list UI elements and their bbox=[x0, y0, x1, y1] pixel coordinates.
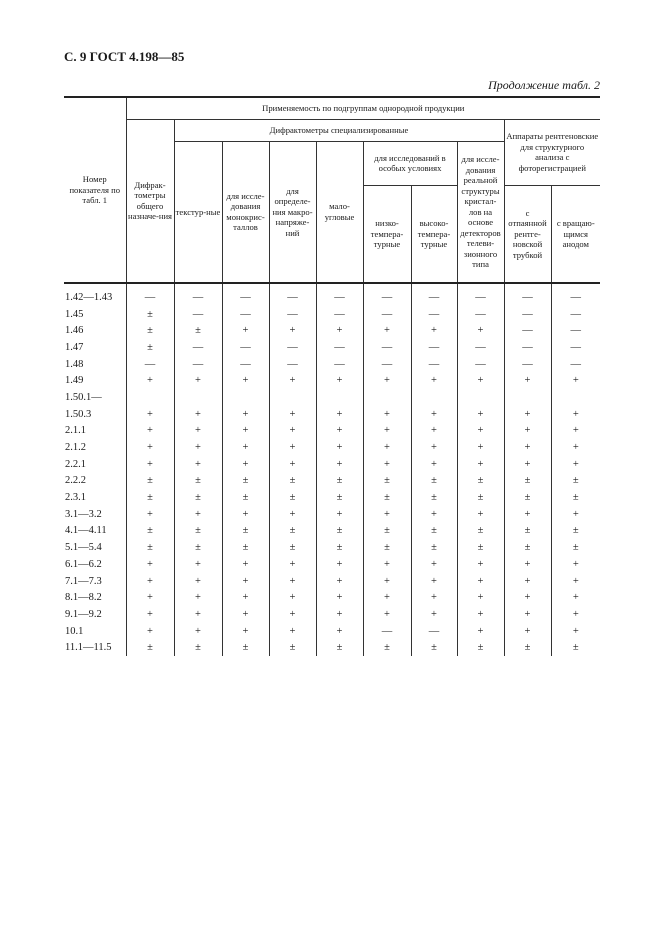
applicability-cell: + bbox=[457, 623, 504, 640]
applicability-cell: — bbox=[126, 283, 174, 306]
applicability-cell: — bbox=[411, 339, 457, 356]
applicability-cell: + bbox=[504, 439, 551, 456]
table-row bbox=[64, 406, 600, 423]
applicability-cell: + bbox=[457, 573, 504, 590]
applicability-cell: + bbox=[504, 406, 551, 423]
header-specialized: Дифрактометры специализированные bbox=[174, 119, 504, 141]
applicability-cell: — bbox=[316, 339, 363, 356]
applicability-cell: ± bbox=[126, 322, 174, 339]
applicability-cell: — bbox=[269, 356, 316, 373]
applicability-cell: — bbox=[174, 356, 222, 373]
applicability-cell bbox=[504, 389, 551, 406]
table-row bbox=[64, 339, 600, 356]
applicability-cell: — bbox=[222, 339, 269, 356]
applicability-cell: + bbox=[126, 372, 174, 389]
applicability-cell: — bbox=[316, 283, 363, 306]
indicator-number-cell: 2.1.2 bbox=[65, 442, 86, 454]
applicability-cell: — bbox=[457, 339, 504, 356]
applicability-cell: ± bbox=[551, 539, 600, 556]
applicability-cell: + bbox=[174, 589, 222, 606]
applicability-cell: + bbox=[363, 406, 411, 423]
applicability-cell bbox=[126, 389, 174, 406]
applicability-cell bbox=[363, 389, 411, 406]
applicability-cell: + bbox=[363, 322, 411, 339]
applicability-cell: ± bbox=[222, 473, 269, 490]
applicability-cell: + bbox=[504, 573, 551, 590]
indicator-number-cell: 2.3.1 bbox=[65, 492, 86, 504]
applicability-cell: — bbox=[551, 356, 600, 373]
applicability-cell: + bbox=[363, 439, 411, 456]
applicability-cell: — bbox=[363, 339, 411, 356]
applicability-cell: + bbox=[126, 573, 174, 590]
indicator-number-cell: 2.1.1 bbox=[65, 425, 86, 437]
header-monocrystals: для иссле-дования монокрис-таллов bbox=[222, 141, 269, 283]
applicability-cell: + bbox=[457, 556, 504, 573]
header-small-angle: мало-угловые bbox=[316, 141, 363, 283]
applicability-cell: — bbox=[222, 356, 269, 373]
applicability-cell: — bbox=[504, 339, 551, 356]
applicability-cell: ± bbox=[222, 639, 269, 656]
applicability-cell: ± bbox=[457, 639, 504, 656]
applicability-cell: + bbox=[457, 589, 504, 606]
table-row bbox=[64, 606, 600, 623]
applicability-cell: ± bbox=[457, 523, 504, 540]
applicability-cell: + bbox=[269, 589, 316, 606]
applicability-cell: + bbox=[126, 423, 174, 440]
applicability-cell: — bbox=[363, 623, 411, 640]
applicability-cell: + bbox=[363, 606, 411, 623]
header-high-temperature: высоко-темпера-турные bbox=[411, 185, 457, 283]
applicability-cell: + bbox=[551, 456, 600, 473]
applicability-cell: + bbox=[126, 589, 174, 606]
header-photo-apparatus: Аппараты рентгеновские для структурного анализа с фоторегистрацией bbox=[504, 119, 600, 185]
applicability-cell: + bbox=[411, 506, 457, 523]
applicability-cell: — bbox=[222, 283, 269, 306]
applicability-cell: — bbox=[551, 339, 600, 356]
applicability-cell: + bbox=[363, 423, 411, 440]
applicability-cell: ± bbox=[363, 523, 411, 540]
table-body bbox=[64, 283, 600, 656]
indicator-number-cell: 1.45 bbox=[65, 308, 84, 320]
applicability-cell: ± bbox=[457, 473, 504, 490]
applicability-cell: ± bbox=[363, 473, 411, 490]
applicability-cell: + bbox=[269, 556, 316, 573]
applicability-cell: — bbox=[316, 356, 363, 373]
applicability-cell: + bbox=[126, 506, 174, 523]
table-row bbox=[64, 489, 600, 506]
applicability-cell: + bbox=[411, 372, 457, 389]
applicability-cell: + bbox=[174, 556, 222, 573]
applicability-cell: + bbox=[411, 439, 457, 456]
applicability-cell: — bbox=[504, 356, 551, 373]
applicability-cell: + bbox=[269, 372, 316, 389]
table-row bbox=[64, 589, 600, 606]
applicability-cell: + bbox=[174, 606, 222, 623]
applicability-cell: + bbox=[126, 439, 174, 456]
applicability-cell bbox=[457, 389, 504, 406]
applicability-cell: + bbox=[222, 322, 269, 339]
indicator-number-cell: 1.46 bbox=[65, 325, 84, 337]
applicability-cell: — bbox=[411, 283, 457, 306]
applicability-cell: + bbox=[222, 423, 269, 440]
applicability-cell: + bbox=[316, 606, 363, 623]
applicability-cell: ± bbox=[126, 523, 174, 540]
applicability-cell: ± bbox=[551, 523, 600, 540]
applicability-cell: — bbox=[457, 306, 504, 323]
applicability-cell: — bbox=[411, 306, 457, 323]
applicability-cell: + bbox=[551, 606, 600, 623]
table-row bbox=[64, 539, 600, 556]
table-row bbox=[64, 573, 600, 590]
applicability-cell: + bbox=[551, 372, 600, 389]
applicability-cell: + bbox=[316, 623, 363, 640]
applicability-cell: + bbox=[457, 322, 504, 339]
applicability-cell: + bbox=[504, 372, 551, 389]
applicability-cell: + bbox=[174, 406, 222, 423]
header-applicability: Применяемость по подгруппам однородной продукции bbox=[126, 97, 600, 119]
applicability-cell: ± bbox=[551, 489, 600, 506]
applicability-cell: + bbox=[174, 372, 222, 389]
applicability-cell: ± bbox=[457, 489, 504, 506]
applicability-cell: ± bbox=[174, 473, 222, 490]
table-row bbox=[64, 473, 600, 490]
applicability-cell: + bbox=[363, 573, 411, 590]
indicator-number-cell: 1.42—1.43 bbox=[65, 291, 113, 303]
indicator-number-cell: 2.2.2 bbox=[65, 475, 86, 487]
indicator-number-cell: 7.1—7.3 bbox=[65, 575, 102, 587]
applicability-cell: + bbox=[316, 573, 363, 590]
applicability-cell: + bbox=[363, 372, 411, 389]
applicability-cell: ± bbox=[126, 473, 174, 490]
table-row bbox=[64, 423, 600, 440]
applicability-cell: + bbox=[126, 456, 174, 473]
applicability-cell: — bbox=[174, 283, 222, 306]
applicability-cell: + bbox=[174, 423, 222, 440]
applicability-cell: ± bbox=[269, 523, 316, 540]
applicability-cell: + bbox=[316, 506, 363, 523]
header-low-temperature: низко-темпера-турные bbox=[363, 185, 411, 283]
applicability-cell: — bbox=[411, 623, 457, 640]
applicability-cell bbox=[551, 389, 600, 406]
applicability-cell: ± bbox=[457, 539, 504, 556]
applicability-cell: + bbox=[174, 623, 222, 640]
applicability-cell: + bbox=[457, 456, 504, 473]
table-row bbox=[64, 356, 600, 373]
table-row bbox=[64, 506, 600, 523]
header-indicator-number: Номер показателя по табл. 1 bbox=[64, 97, 126, 283]
applicability-cell: + bbox=[269, 406, 316, 423]
applicability-cell: ± bbox=[411, 539, 457, 556]
table-row bbox=[64, 523, 600, 540]
applicability-cell: + bbox=[269, 439, 316, 456]
indicator-number-cell: 10.1 bbox=[65, 625, 84, 637]
applicability-cell: — bbox=[504, 322, 551, 339]
header-texture: текстур-ные bbox=[174, 141, 222, 283]
applicability-cell: + bbox=[411, 573, 457, 590]
applicability-table-container bbox=[64, 96, 600, 656]
indicator-number-cell: 11.1—11.5 bbox=[65, 642, 112, 654]
applicability-cell: ± bbox=[363, 489, 411, 506]
header-sealed-tube: с отпаянной рентге-новской трубкой bbox=[504, 185, 551, 283]
applicability-cell: — bbox=[411, 356, 457, 373]
applicability-cell: + bbox=[457, 423, 504, 440]
applicability-cell: — bbox=[457, 356, 504, 373]
applicability-cell: + bbox=[504, 623, 551, 640]
applicability-cell: + bbox=[316, 456, 363, 473]
applicability-cell: + bbox=[504, 556, 551, 573]
applicability-cell: + bbox=[269, 606, 316, 623]
indicator-number-cell: 1.50.1— bbox=[65, 391, 102, 403]
applicability-cell: + bbox=[174, 456, 222, 473]
applicability-cell: + bbox=[551, 589, 600, 606]
applicability-cell: + bbox=[363, 589, 411, 606]
applicability-cell: + bbox=[126, 606, 174, 623]
applicability-cell: — bbox=[174, 306, 222, 323]
applicability-cell: — bbox=[551, 283, 600, 306]
applicability-cell: ± bbox=[222, 523, 269, 540]
applicability-cell: + bbox=[269, 322, 316, 339]
applicability-cell: + bbox=[457, 606, 504, 623]
applicability-cell: — bbox=[551, 322, 600, 339]
applicability-cell: + bbox=[316, 423, 363, 440]
applicability-cell: + bbox=[222, 372, 269, 389]
applicability-cell: ± bbox=[363, 539, 411, 556]
applicability-cell bbox=[269, 389, 316, 406]
applicability-cell: + bbox=[411, 423, 457, 440]
table-row bbox=[64, 372, 600, 389]
applicability-cell: + bbox=[363, 556, 411, 573]
applicability-cell: — bbox=[551, 306, 600, 323]
table-row bbox=[64, 623, 600, 640]
applicability-cell: ± bbox=[126, 639, 174, 656]
applicability-cell: + bbox=[222, 573, 269, 590]
indicator-number-cell: 1.50.3 bbox=[65, 408, 92, 420]
applicability-cell: — bbox=[174, 339, 222, 356]
applicability-cell: + bbox=[222, 606, 269, 623]
applicability-cell: ± bbox=[551, 639, 600, 656]
applicability-cell: — bbox=[316, 306, 363, 323]
indicator-number-cell: 5.1—5.4 bbox=[65, 542, 102, 554]
indicator-number-cell: 3.1—3.2 bbox=[65, 508, 102, 520]
applicability-cell bbox=[316, 389, 363, 406]
applicability-cell: + bbox=[504, 506, 551, 523]
applicability-cell: — bbox=[269, 283, 316, 306]
applicability-cell: + bbox=[269, 506, 316, 523]
applicability-cell: ± bbox=[174, 539, 222, 556]
applicability-cell: ± bbox=[222, 539, 269, 556]
applicability-cell: ± bbox=[269, 489, 316, 506]
applicability-cell: ± bbox=[504, 523, 551, 540]
applicability-cell: ± bbox=[174, 523, 222, 540]
applicability-cell: + bbox=[222, 456, 269, 473]
applicability-cell: — bbox=[269, 306, 316, 323]
applicability-cell: ± bbox=[126, 339, 174, 356]
applicability-cell: + bbox=[411, 606, 457, 623]
applicability-table bbox=[64, 96, 600, 656]
applicability-cell: ± bbox=[316, 523, 363, 540]
applicability-cell: + bbox=[504, 456, 551, 473]
applicability-cell: + bbox=[269, 623, 316, 640]
applicability-cell: ± bbox=[174, 489, 222, 506]
applicability-cell: ± bbox=[174, 639, 222, 656]
applicability-cell: ± bbox=[174, 322, 222, 339]
applicability-cell: + bbox=[316, 439, 363, 456]
indicator-number-cell: 6.1—6.2 bbox=[65, 558, 102, 570]
applicability-cell: — bbox=[457, 283, 504, 306]
applicability-cell: + bbox=[126, 623, 174, 640]
applicability-cell: ± bbox=[126, 539, 174, 556]
applicability-cell: ± bbox=[269, 473, 316, 490]
applicability-cell: ± bbox=[222, 489, 269, 506]
applicability-cell: + bbox=[457, 372, 504, 389]
applicability-cell: + bbox=[174, 439, 222, 456]
applicability-cell: — bbox=[126, 356, 174, 373]
table-continuation-label: Продолжение табл. 2 bbox=[488, 78, 600, 92]
indicator-number-cell: 9.1—9.2 bbox=[65, 608, 102, 620]
applicability-cell: — bbox=[363, 283, 411, 306]
applicability-cell: + bbox=[269, 573, 316, 590]
applicability-cell: — bbox=[363, 306, 411, 323]
applicability-cell: + bbox=[551, 423, 600, 440]
table-row bbox=[64, 439, 600, 456]
header-real-structure: для иссле-дования реальной структуры кристал-лов на основе детекторов телеви-зионного типа bbox=[457, 141, 504, 283]
applicability-cell: — bbox=[504, 306, 551, 323]
applicability-cell: + bbox=[551, 439, 600, 456]
applicability-cell: ± bbox=[316, 473, 363, 490]
applicability-cell: + bbox=[316, 556, 363, 573]
applicability-cell: + bbox=[316, 589, 363, 606]
applicability-cell: + bbox=[457, 439, 504, 456]
applicability-cell: ± bbox=[363, 639, 411, 656]
applicability-cell: + bbox=[504, 423, 551, 440]
indicator-number-cell: 8.1—8.2 bbox=[65, 592, 102, 604]
applicability-cell: ± bbox=[411, 473, 457, 490]
applicability-cell: ± bbox=[316, 539, 363, 556]
applicability-cell: ± bbox=[269, 539, 316, 556]
indicator-number-cell: 1.48 bbox=[65, 358, 84, 370]
indicator-number-cell: 1.47 bbox=[65, 341, 84, 353]
applicability-cell: + bbox=[411, 589, 457, 606]
applicability-cell: + bbox=[551, 506, 600, 523]
applicability-cell: + bbox=[174, 573, 222, 590]
table-row bbox=[64, 639, 600, 656]
indicator-number-cell: 4.1—4.11 bbox=[65, 525, 107, 537]
applicability-cell: — bbox=[222, 306, 269, 323]
applicability-cell: + bbox=[363, 456, 411, 473]
applicability-cell: + bbox=[222, 589, 269, 606]
applicability-cell: + bbox=[222, 556, 269, 573]
table-row bbox=[64, 306, 600, 323]
applicability-cell: + bbox=[316, 406, 363, 423]
indicator-number-cell: 1.49 bbox=[65, 375, 84, 387]
applicability-cell: + bbox=[316, 372, 363, 389]
applicability-cell: ± bbox=[126, 306, 174, 323]
applicability-cell bbox=[411, 389, 457, 406]
applicability-cell: ± bbox=[504, 489, 551, 506]
applicability-cell: — bbox=[504, 283, 551, 306]
header-macrostress: для определе-ния макро-напряже-ний bbox=[269, 141, 316, 283]
applicability-cell: + bbox=[551, 406, 600, 423]
applicability-cell: + bbox=[411, 556, 457, 573]
applicability-cell: ± bbox=[316, 489, 363, 506]
applicability-cell: ± bbox=[269, 639, 316, 656]
applicability-cell: + bbox=[222, 439, 269, 456]
applicability-cell: ± bbox=[504, 639, 551, 656]
applicability-cell: + bbox=[504, 589, 551, 606]
applicability-cell: + bbox=[222, 406, 269, 423]
applicability-cell: + bbox=[551, 573, 600, 590]
indicator-number-cell: 2.2.1 bbox=[65, 458, 86, 470]
applicability-cell: ± bbox=[504, 539, 551, 556]
applicability-cell: + bbox=[269, 423, 316, 440]
header-general-purpose: Дифрак-тометры общего назначе-ния bbox=[126, 119, 174, 283]
applicability-cell: ± bbox=[411, 639, 457, 656]
table-row bbox=[64, 456, 600, 473]
applicability-cell: ± bbox=[504, 473, 551, 490]
applicability-cell bbox=[174, 389, 222, 406]
applicability-cell: ± bbox=[411, 523, 457, 540]
header-rotating-anode: с вращаю-щимся анодом bbox=[551, 185, 600, 283]
applicability-cell: + bbox=[411, 406, 457, 423]
header-special-conditions: для исследований в особых условиях bbox=[363, 141, 457, 185]
applicability-cell: + bbox=[411, 456, 457, 473]
applicability-cell: + bbox=[316, 322, 363, 339]
applicability-cell: + bbox=[174, 506, 222, 523]
table-row bbox=[64, 556, 600, 573]
applicability-cell: + bbox=[411, 322, 457, 339]
applicability-cell: ± bbox=[551, 473, 600, 490]
applicability-cell: + bbox=[551, 556, 600, 573]
applicability-cell bbox=[222, 389, 269, 406]
applicability-cell: + bbox=[222, 506, 269, 523]
table-row bbox=[64, 322, 600, 339]
table-row bbox=[64, 389, 600, 406]
table-row bbox=[64, 283, 600, 306]
applicability-cell: + bbox=[222, 623, 269, 640]
applicability-cell: + bbox=[457, 506, 504, 523]
applicability-cell: — bbox=[363, 356, 411, 373]
applicability-cell: + bbox=[551, 623, 600, 640]
applicability-cell: ± bbox=[126, 489, 174, 506]
applicability-cell: ± bbox=[316, 639, 363, 656]
applicability-cell: ± bbox=[411, 489, 457, 506]
applicability-cell: + bbox=[269, 456, 316, 473]
applicability-cell: + bbox=[504, 606, 551, 623]
applicability-cell: + bbox=[457, 406, 504, 423]
page-header: С. 9 ГОСТ 4.198—85 bbox=[64, 49, 185, 64]
applicability-cell: + bbox=[126, 406, 174, 423]
applicability-cell: + bbox=[363, 506, 411, 523]
applicability-cell: — bbox=[269, 339, 316, 356]
applicability-cell: + bbox=[126, 556, 174, 573]
